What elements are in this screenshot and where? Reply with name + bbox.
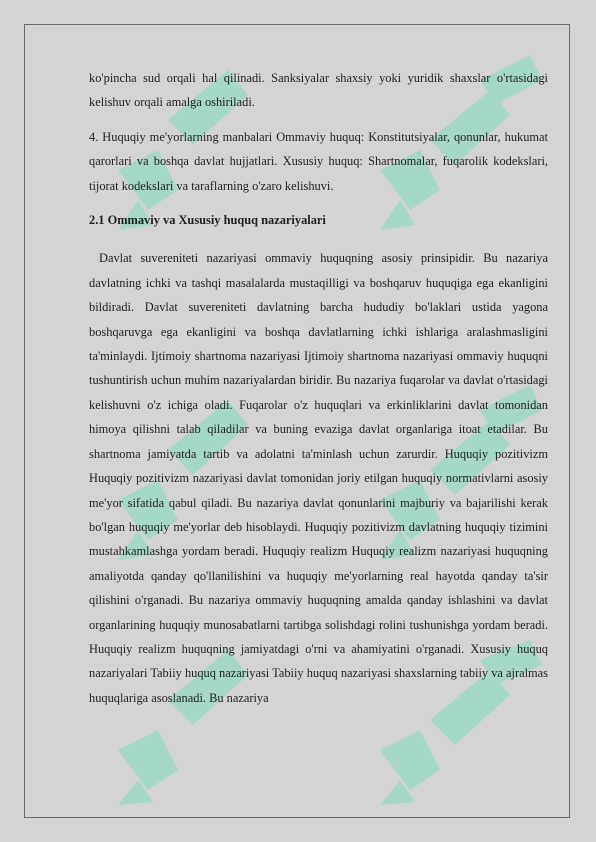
paragraph-theories: Davlat suvereniteti nazariyasi ommaviy huquqning asosiy prinsipidir. Bu nazariya davlatning ichki va tashqi masalalarda mustaqilligi va boshqaruv huquqiga ega ekanligini bildiradi. Davlat suvereniteti davlatning barcha hududiy bo'laklari ustida yagona boshqaruvga ega ekanligini va boshqa davlatlarning ichki ishlariga aralashmasligini ta'minlaydi. Ijtimoiy shartnoma nazariyasi Ijtimoiy shartnoma nazariyasi ommaviy huquqni tushuntirish uchun muhim nazariyalardan biridir. Bu nazariya fuqarolar va davlat o'rtasidagi kelishuvni o'z ichiga oladi. Fuqarolar o'z huquqlari va erkinliklarini davlat tomonidan himoya qilishni talab qiladilar va buning evaziga davlat organlariga itoat etadilar. Bu shartnoma jamiyatda tartib va adolatni ta'minlash uchun zarurdir. Huquqiy pozitivizm Huquqiy pozitivizm nazariyasi davlat tomonidan joriy etilgan huquqiy normativlarni asosiy me'yor sifatida qabul qiladi. Bu nazariya davlat qonunlarini majburiy va bajarilishi kerak bo'lgan huquqiy me'yorlar deb hisoblaydi. Huquqiy pozitivizm davlatning huquqiy tizimini mustahkamlashga yordam beradi. Huquqiy realizm Huquqiy realizm nazariyasi huquqning amaliyotda qanday qo'llanilishini va huquqiy me'yorlarning real hayotda qanday ta'sir qilishini o'rganadi. Bu nazariya ommaviy huquqning amalda qanday ishlashini va davlat organlarining huquqiy munosabatlarni tartibga solishdagi rolini tushunishga yordam beradi. Huquqiy realizm huquqning jamiyatdagi o'rni va ahamiyatini o'rganadi. Xususiy huquq nazariyalari Tabiiy huquq nazariyasi Tabiiy huquq nazariyasi shaxslarning tabiiy va ajralmas huquqlariga asoslanadi. Bu nazariya [89, 251, 548, 705]
section-heading: 2.1 Ommaviy va Xususiy huquq nazariyalari [89, 213, 326, 228]
paragraph-continuation: ko'pincha sud orqali hal qilinadi. Sanksiyalar shaxsiy yoki yuridik shaxslar o'rtasidagi kelishuv orqali amalga oshiriladi. [89, 71, 548, 110]
document-body [89, 66, 548, 710]
paragraph-law-sources: 4. Huquqiy me'yorlarning manbalari Ommaviy huquq: Konstitutsiyalar, qonunlar, hukumat qarorlari va boshqa davlat hujjatlari. Xususiy huquq: Shartnomalar, fuqarolik kodekslari, tijorat kodekslari va taraflarning o'zaro kelishuvi. [89, 129, 548, 193]
